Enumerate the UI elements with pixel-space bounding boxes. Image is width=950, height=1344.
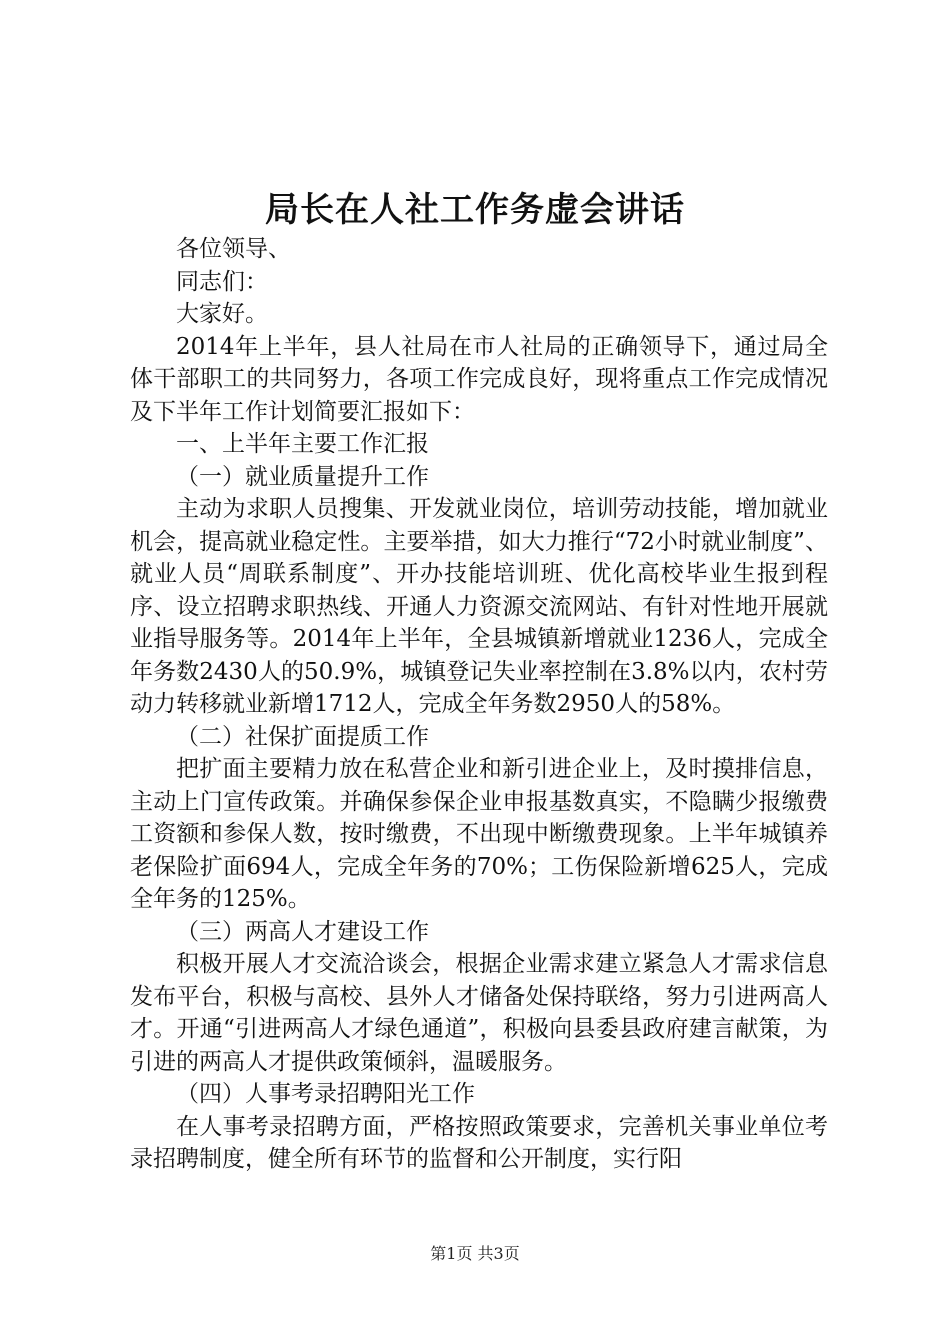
- employment-paragraph: 主动为求职人员搜集、开发就业岗位，培训劳动技能，增加就业机会，提高就业稳定性。主要举措，如大力推行“72小时就业制度”、就业人员“周联系制度”、开办技能培训班、优化高校毕业生报到程序、设立招聘求职热线、开通人力资源交流网站、有针对性地开展就业指导服务等。2014年上半年，全县城镇新增就业1236人，完成全年务数2430人的50.9%，城镇登记失业率控制在3.8%以内，农村劳动力转移就业新增1712人，完成全年务数2950人的58%。: [130, 496, 828, 717]
- subsection-heading-social-insurance: （二）社保扩面提质工作: [176, 723, 429, 750]
- document-title: 局长在人社工作务虚会讲话: [265, 190, 685, 230]
- section-heading-1: 一、上半年主要工作汇报: [176, 431, 429, 457]
- recruitment-paragraph: 在人事考录招聘方面，严格按照政策要求，完善机关事业单位考录招聘制度，健全所有环节的监督和公开制度，实行阳: [130, 1113, 828, 1172]
- subsection-heading-talent: （三）两高人才建设工作: [176, 918, 429, 945]
- social-insurance-paragraph: 把扩面主要精力放在私营企业和新引进企业上，及时摸排信息，主动上门宣传政策。并确保参保企业申报基数真实，不隐瞒少报缴费工资额和参保人数，按时缴费，不出现中断缴费现象。上半年城镇养老保险扩面694人，完成全年务的70%；工伤保险新增625人，完成全年务的125%。: [130, 756, 828, 912]
- subsection-heading-employment: （一）就业质量提升工作: [176, 463, 429, 490]
- greeting-leaders: 各位领导、: [176, 236, 291, 262]
- document-body: [130, 233, 828, 1176]
- greeting-comrades: 同志们：: [176, 268, 268, 295]
- page-number-footer: 第1页 共3页: [430, 1244, 520, 1263]
- intro-paragraph: 2014年上半年，县人社局在市人社局的正确领导下，通过局全体干部职工的共同努力，各项工作完成良好，现将重点工作完成情况及下半年工作计划简要汇报如下：: [130, 333, 828, 425]
- subsection-heading-recruitment: （四）人事考录招聘阳光工作: [176, 1081, 475, 1107]
- greeting-hello: 大家好。: [176, 301, 268, 327]
- talent-paragraph: 积极开展人才交流洽谈会，根据企业需求建立紧急人才需求信息发布平台，积极与高校、县外人才储备处保持联络，努力引进两高人才。开通“引进两高人才绿色通道”，积极向县委县政府建言献策，为引进的两高人才提供政策倾斜，温暖服务。: [130, 951, 828, 1075]
